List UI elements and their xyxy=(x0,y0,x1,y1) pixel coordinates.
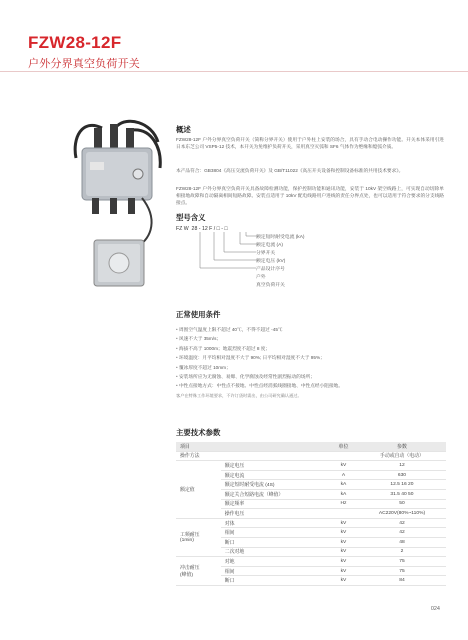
cell-group-line-2: (1min) xyxy=(180,538,194,544)
cell-group-line-1: 工频耐压 xyxy=(180,533,200,539)
table-row xyxy=(176,451,446,461)
model-code: FZ W 28 - 12 F / □ - □ xyxy=(176,226,228,232)
cell-value: 630 xyxy=(358,470,446,480)
conditions-note: 客户在特殊工作环境要求，不许订货时需出，由公司研究确认通过。 xyxy=(176,393,302,398)
cell-group-line-2: (峰值) xyxy=(180,573,194,579)
cell-value: 75 xyxy=(358,557,446,567)
table-row xyxy=(176,461,446,471)
cell-value: 42 xyxy=(358,528,446,538)
overview-title: 概述 xyxy=(176,125,191,134)
condition-item: • 风速不大于 35m/s； xyxy=(176,334,446,343)
overview-paragraph-2: 本产品符合：GB3804《高压交流负荷开关》及 GB/T11022《高压开关设备和控制设备标准的共用技术要求》。 xyxy=(176,168,404,173)
cell-unit: kV xyxy=(329,537,358,547)
tech-title: 主要技术参数 xyxy=(176,428,221,437)
cell-value: 84 xyxy=(358,576,446,586)
cell-item: 操作电压 xyxy=(221,509,329,519)
cell-item: 额定频率 xyxy=(221,499,329,509)
cell-value: AC220V(80%~110%) xyxy=(358,509,446,519)
cell-value: 42 xyxy=(358,518,446,528)
page-number: 024 xyxy=(430,606,440,612)
cell-group: 额定值 xyxy=(176,461,221,519)
cell-group-line-1: 冲击耐压 xyxy=(180,566,200,572)
header-unit: 单位 xyxy=(329,442,358,451)
overview-paragraph-3: FZW28-12F 户外分界真空负荷开关具备故障检测功能，保护控制功能和通讯功能，安装于 10kV 架空线路上，可实现自动切除单相接地故障和自动隔离相间短路故障。安装点适用于 10kV 配电线路用户进线的责任分界点处，也可以适用于符合要求的分支线路接点。 xyxy=(176,186,444,206)
table-row xyxy=(176,518,446,528)
model-label-6: 户外 xyxy=(256,275,266,280)
model-label-1: 额定短时耐受电流 (kA) xyxy=(256,235,305,240)
table-header-row xyxy=(176,442,446,451)
header-item: 项目 xyxy=(176,442,329,451)
tech-params-table xyxy=(176,442,446,586)
cell-item: 对地 xyxy=(221,557,329,567)
cell-unit: Hz xyxy=(329,499,358,509)
cell-unit: A xyxy=(329,470,358,480)
cell-group xyxy=(176,518,221,556)
model-diagram xyxy=(176,226,336,288)
cell-item: 额定电流 xyxy=(221,470,329,480)
cell-unit: kA xyxy=(329,480,358,490)
cell-item: 断口 xyxy=(221,576,329,586)
cell-unit: kV xyxy=(329,566,358,576)
cell-value: 48 xyxy=(358,537,446,547)
cell-item: 对体 xyxy=(221,518,329,528)
model-label-3: 分界开关 xyxy=(256,251,276,256)
cell-group: 操作方法 xyxy=(176,451,329,461)
condition-item: • 周围空气温度上限不超过 40℃，不得不超过 -45℃ xyxy=(176,325,446,334)
cell-item: 相间 xyxy=(221,528,329,538)
title-divider xyxy=(0,71,468,72)
condition-item: • 海拔不高于 1000m；地震烈度不超过 8 度； xyxy=(176,344,446,353)
cell-value: 12.5 16 20 xyxy=(358,480,446,490)
cell-unit: kV xyxy=(329,557,358,567)
model-label-5: 产品设计序号 xyxy=(256,267,285,272)
cell-unit: kV xyxy=(329,547,358,557)
cell-unit: kV xyxy=(329,461,358,471)
product-name: 户外分界真空负荷开关 xyxy=(28,58,140,70)
cell-unit: kA xyxy=(329,489,358,499)
cell-unit xyxy=(329,509,358,519)
cell-value: 50 xyxy=(358,499,446,509)
cell-item: 相间 xyxy=(221,566,329,576)
model-label-2: 额定电流 (A) xyxy=(256,243,283,248)
model-title: 型号含义 xyxy=(176,213,206,222)
model-label-4: 额定电压 (kV) xyxy=(256,259,286,264)
cell-value: 2 xyxy=(358,547,446,557)
condition-item: • 环境温度：月平均相对湿度不大于 90%; 日平均相对湿度不大于 95%； xyxy=(176,353,446,362)
cell-item: 额定关合短路电流（峰值） xyxy=(221,489,329,499)
conditions-title: 正常使用条件 xyxy=(176,310,221,319)
cell-value: 手动或自动（电动） xyxy=(358,451,446,461)
table-row xyxy=(176,557,446,567)
title-block xyxy=(28,34,140,71)
condition-item: • 安装场所应为无腐蚀、易爆、化学腐蚀及经常性剧烈振动的场所； xyxy=(176,372,446,381)
cell-item: 额定电压 xyxy=(221,461,329,471)
overview-paragraph-1: FZW28-12F 户外分界真空负荷开关（简称分界开关）使用于户外柱上安装的场合，具有手动合电动操作功能。开关本体采用引进日本东芝公司 VSP5-12 技术，本开关为免维护负荷开关，采用真空灭弧和 SF6 气体作为绝缘和熄弧介质。 xyxy=(176,137,444,150)
cell-unit: kV xyxy=(329,528,358,538)
model-label-7: 真空负荷开关 xyxy=(256,283,285,288)
cell-item: 额定短时耐受电流 (4S) xyxy=(221,480,329,490)
cell-value: 12 xyxy=(358,461,446,471)
condition-item: • 中性点接地方式：中性点不接地、中性点经消弧线圈接地、中性点经小阻接地。 xyxy=(176,381,446,390)
conditions-list xyxy=(176,325,446,391)
cell-unit: kV xyxy=(329,576,358,586)
condition-item: • 覆冰厚度不超过 10mm； xyxy=(176,363,446,372)
cell-group xyxy=(176,557,221,586)
cell-value: 31.5 40 50 xyxy=(358,489,446,499)
cell-item: 断口 xyxy=(221,537,329,547)
product-photo xyxy=(72,118,162,290)
cell-unit xyxy=(329,451,358,461)
header-value: 参数 xyxy=(358,442,446,451)
cell-item: 二次对地 xyxy=(221,547,329,557)
cell-value: 75 xyxy=(358,566,446,576)
cell-unit: kV xyxy=(329,518,358,528)
product-code: FZW28-12F xyxy=(28,33,122,52)
